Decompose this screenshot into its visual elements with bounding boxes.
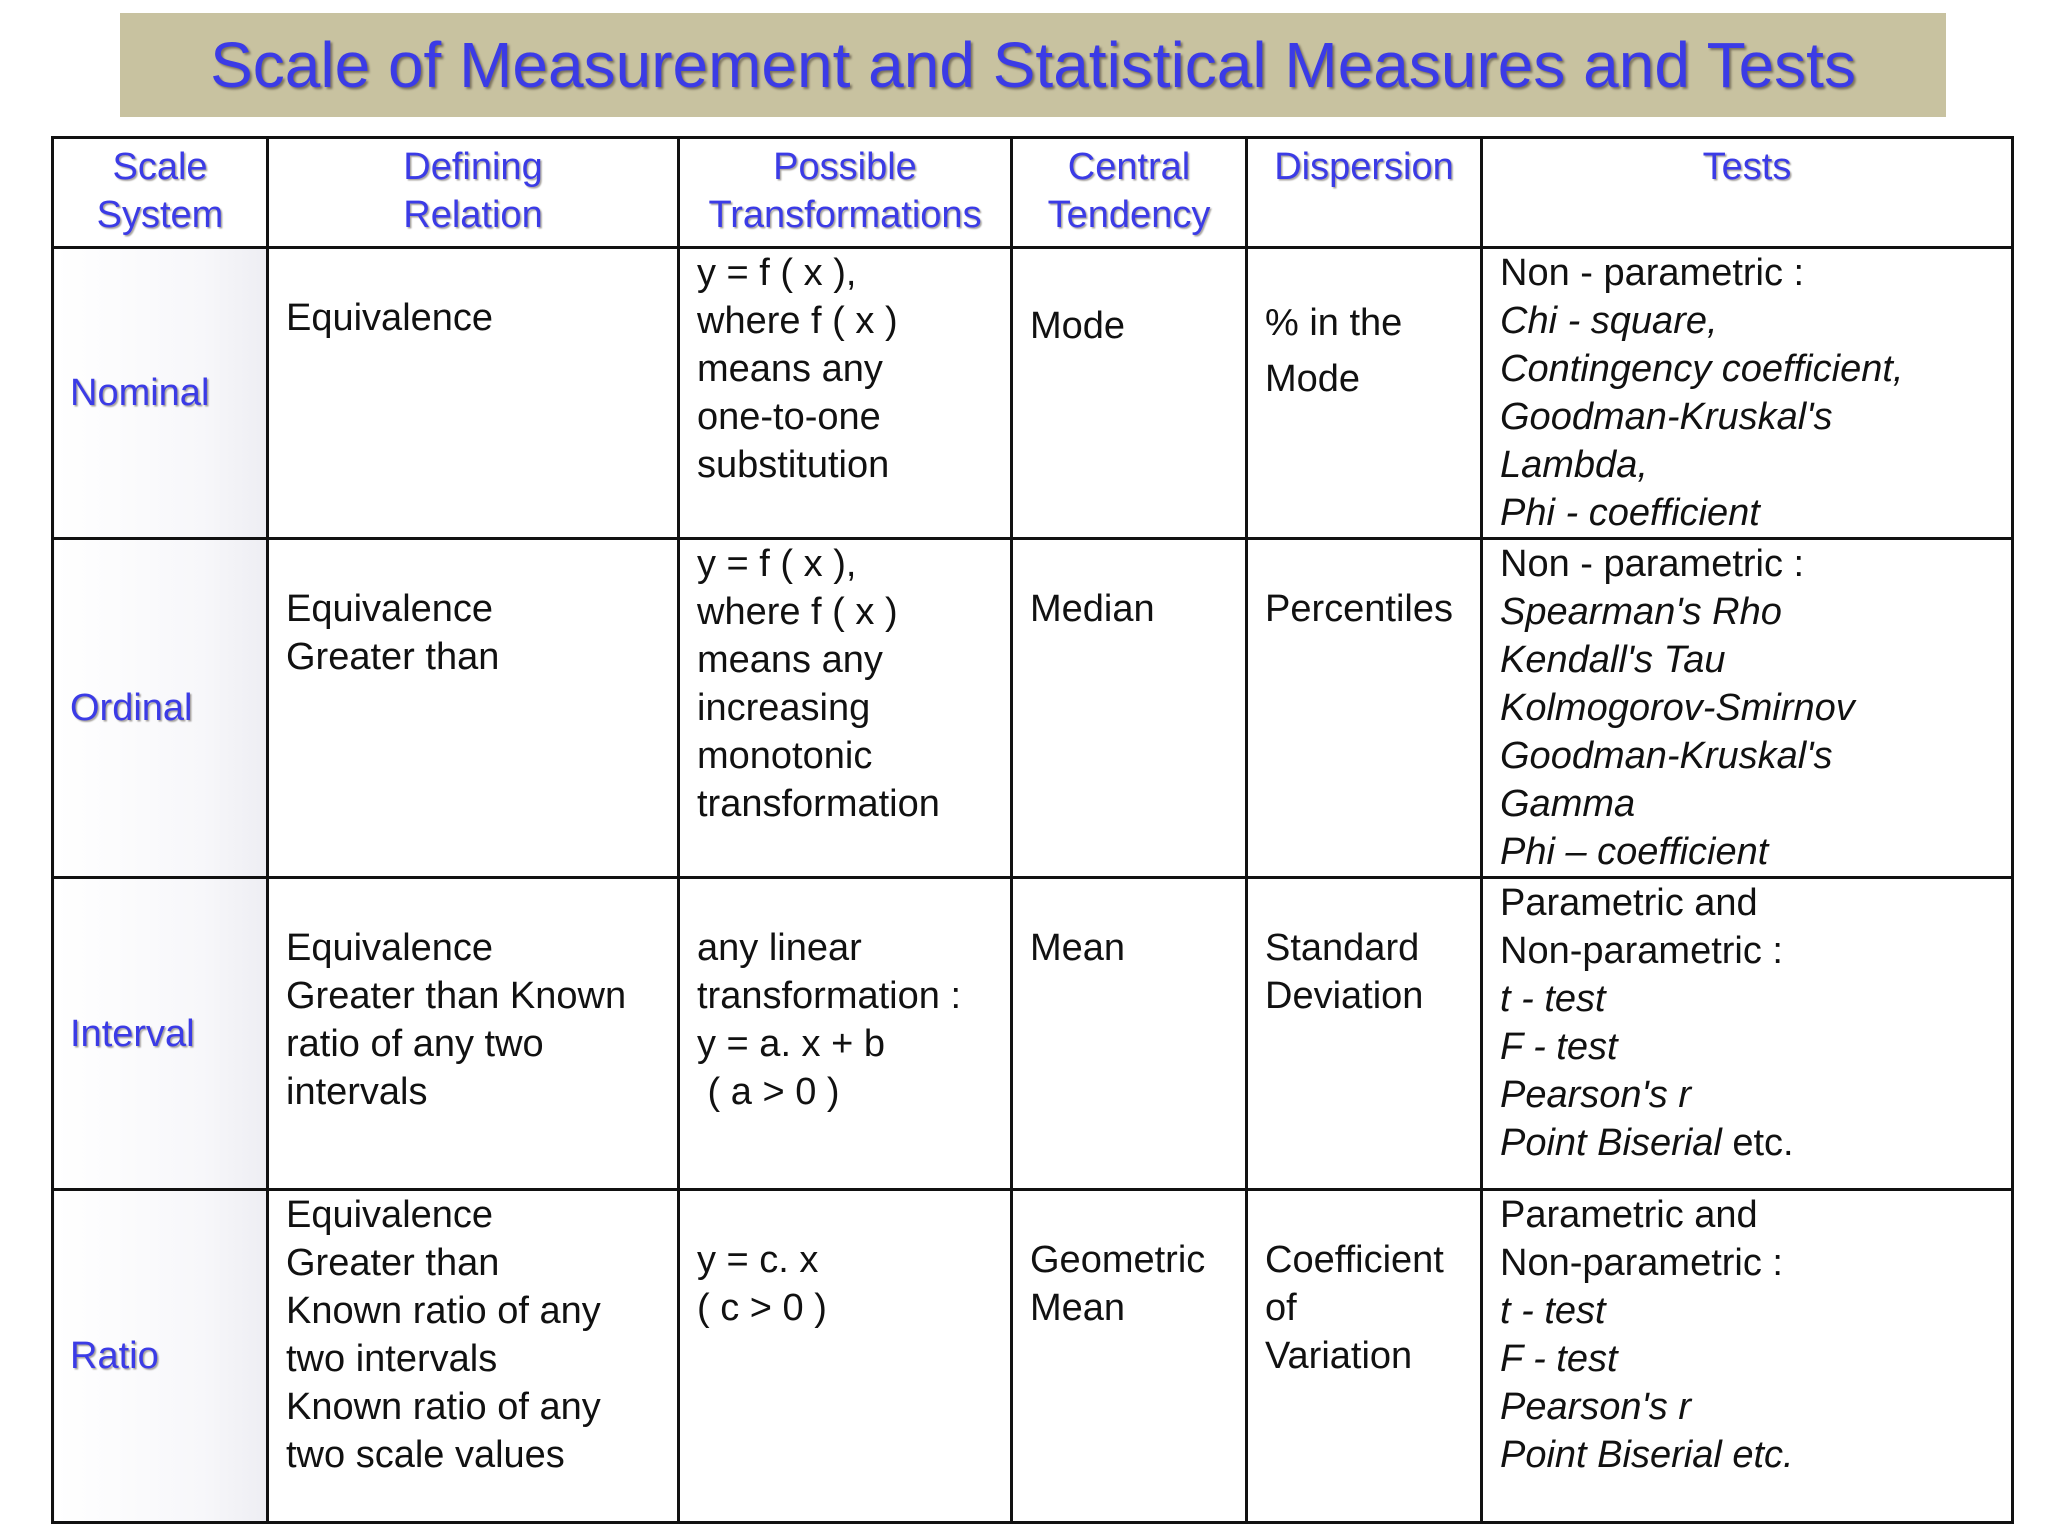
defining-relation-cell: Equivalence Greater than Known ratio of any two intervals Known ratio of any two scale values xyxy=(268,1190,679,1523)
tests-cell: Non - parametric : Spearman's Rho Kendall's Tau Kolmogorov-Smirnov Goodman-Kruskal's Gamma Phi – coefficient xyxy=(1482,539,2013,878)
table-row-ordinal xyxy=(53,539,2013,878)
header-dispersion: Dispersion xyxy=(1247,138,1482,248)
tests-last-line: Point Biserial etc. xyxy=(1500,1122,1794,1164)
measurement-table xyxy=(51,136,2014,1524)
header-defining-relation: Defining Relation xyxy=(268,138,679,248)
scale-label-interval: Interval xyxy=(53,878,268,1190)
central-tendency-cell: Mode xyxy=(1012,248,1247,539)
dispersion-cell: Standard Deviation xyxy=(1247,878,1482,1190)
table-row-ratio xyxy=(53,1190,2013,1523)
header-tests: Tests xyxy=(1482,138,2013,248)
central-tendency-cell: Geometric Mean xyxy=(1012,1190,1247,1523)
transformations-cell: y = c. x ( c > 0 ) xyxy=(679,1190,1012,1523)
central-tendency-cell: Mean xyxy=(1012,878,1247,1190)
table-row-nominal xyxy=(53,248,2013,539)
transformations-cell: y = f ( x ), where f ( x ) means any increasing monotonic transformation xyxy=(679,539,1012,878)
scale-label-ratio: Ratio xyxy=(53,1190,268,1523)
dispersion-cell: % in the Mode xyxy=(1247,248,1482,539)
defining-relation-cell: Equivalence xyxy=(268,248,679,539)
defining-relation-cell: Equivalence Greater than xyxy=(268,539,679,878)
dispersion-cell: Coefficient of Variation xyxy=(1247,1190,1482,1523)
transformations-cell: y = f ( x ), where f ( x ) means any one-to-one substitution xyxy=(679,248,1012,539)
central-tendency-cell: Median xyxy=(1012,539,1247,878)
header-possible-transformations: Possible Transformations xyxy=(679,138,1012,248)
scale-label-nominal: Nominal xyxy=(53,248,268,539)
header-scale-system: Scale System xyxy=(53,138,268,248)
defining-relation-cell: Equivalence Greater than Known ratio of any two intervals xyxy=(268,878,679,1190)
header-central-tendency: Central Tendency xyxy=(1012,138,1247,248)
scale-label-ordinal: Ordinal xyxy=(53,539,268,878)
dispersion-cell: Percentiles xyxy=(1247,539,1482,878)
page-title: Scale of Measurement and Statistical Measures and Tests xyxy=(210,29,1856,101)
transformations-cell: any linear transformation : y = a. x + b ( a > 0 ) xyxy=(679,878,1012,1190)
table-row-interval xyxy=(53,878,2013,1190)
title-banner xyxy=(120,13,1946,117)
tests-cell: Non - parametric : Chi - square, Contingency coefficient, Goodman-Kruskal's Lambda, Phi - coefficient xyxy=(1482,248,2013,539)
header-row xyxy=(53,138,2013,248)
measurement-table-container xyxy=(51,136,2011,1518)
tests-cell: Parametric and Non-parametric : t - test F - test Pearson's r Point Biserial etc. xyxy=(1482,1190,2013,1523)
tests-cell: Parametric and Non-parametric : t - test F - test Pearson's r Point Biserial etc. xyxy=(1482,878,2013,1190)
